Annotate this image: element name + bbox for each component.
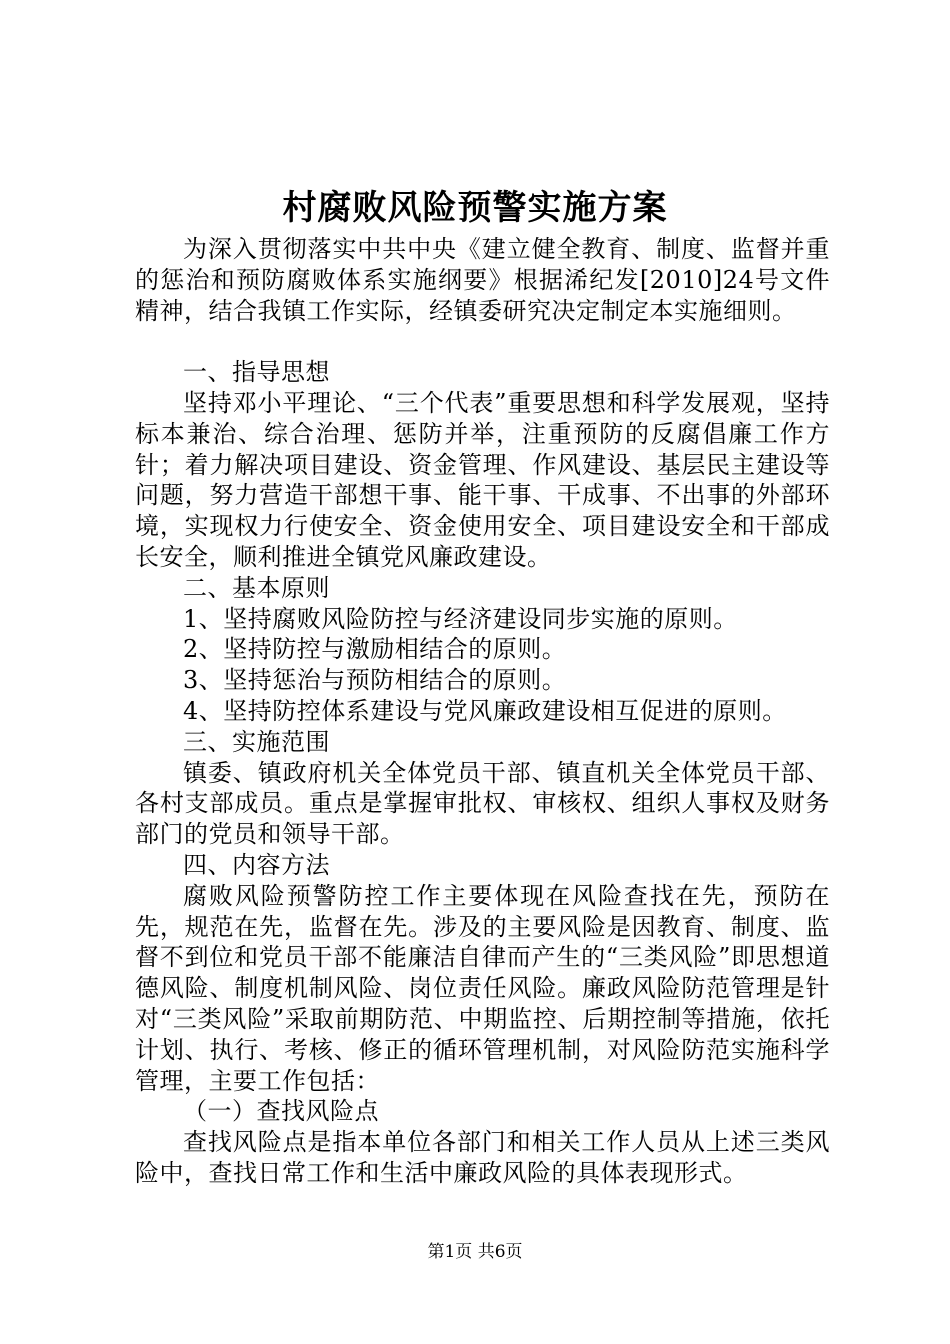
page-footer: 第1页 共6页: [427, 1242, 523, 1262]
subsection-heading-find-risk-points: （一）查找风险点: [183, 1097, 379, 1126]
principle-item-2: 2、坚持防控与激励相结合的原则。: [183, 635, 567, 664]
guiding-thought-paragraph: 坚持邓小平理论、“三个代表”重要思想和科学发展观，坚持标本兼治、综合治理、惩防并举，注重预防的反腐倡廉工作方针；着力解决项目建设、资金管理、作风建设、基层民主建设等问题，努力营造干部想干事、能干事、干成事、不出事的外部环境，实现权力行使安全、资金使用安全、项目建设安全和干部成长安全，顺利推进全镇党风廉政建设。: [135, 388, 830, 571]
blank-line: [135, 326, 830, 357]
section-heading-scope: 三、实施范围: [183, 727, 330, 756]
section-heading-basic-principles: 二、基本原则: [183, 573, 330, 602]
find-risk-points-paragraph: 查找风险点是指本单位各部门和相关工作人员从上述三类风险中，查找日常工作和生活中廉政风险的具体表现形式。: [135, 1128, 830, 1187]
intro-paragraph: 为深入贯彻落实中共中央《建立健全教育、制度、监督并重的惩治和预防腐败体系实施纲要》根据浠纪发[2010]24号文件精神，结合我镇工作实际，经镇委研究决定制定本实施细则。: [135, 235, 830, 325]
section-heading-content-methods: 四、内容方法: [183, 850, 330, 879]
principle-item-4: 4、坚持防控体系建设与党风廉政建设相互促进的原则。: [183, 696, 787, 725]
section-heading-guiding-thought: 一、指导思想: [183, 358, 330, 387]
document-title: 村腐败风险预警实施方案: [282, 188, 668, 228]
content-methods-paragraph: 腐败风险预警防控工作主要体现在风险查找在先，预防在先，规范在先，监督在先。涉及的主要风险是因教育、制度、监督不到位和党员干部不能廉洁自律而产生的“三类风险”即思想道德风险、制度机制风险、岗位责任风险。廉政风险防范管理是针对“三类风险”采取前期防范、中期监控、后期控制等措施，依托计划、执行、考核、修正的循环管理机制，对风险防范实施科学管理，主要工作包括：: [135, 881, 830, 1095]
principle-item-3: 3、坚持惩治与预防相结合的原则。: [183, 666, 567, 695]
principle-item-1: 1、坚持腐败风险防控与经济建设同步实施的原则。: [183, 604, 738, 633]
scope-paragraph: 镇委、镇政府机关全体党员干部、镇直机关全体党员干部、各村支部成员。重点是掌握审批权、审核权、组织人事权及财务部门的党员和领导干部。: [135, 758, 830, 849]
document-body: [135, 234, 830, 1189]
